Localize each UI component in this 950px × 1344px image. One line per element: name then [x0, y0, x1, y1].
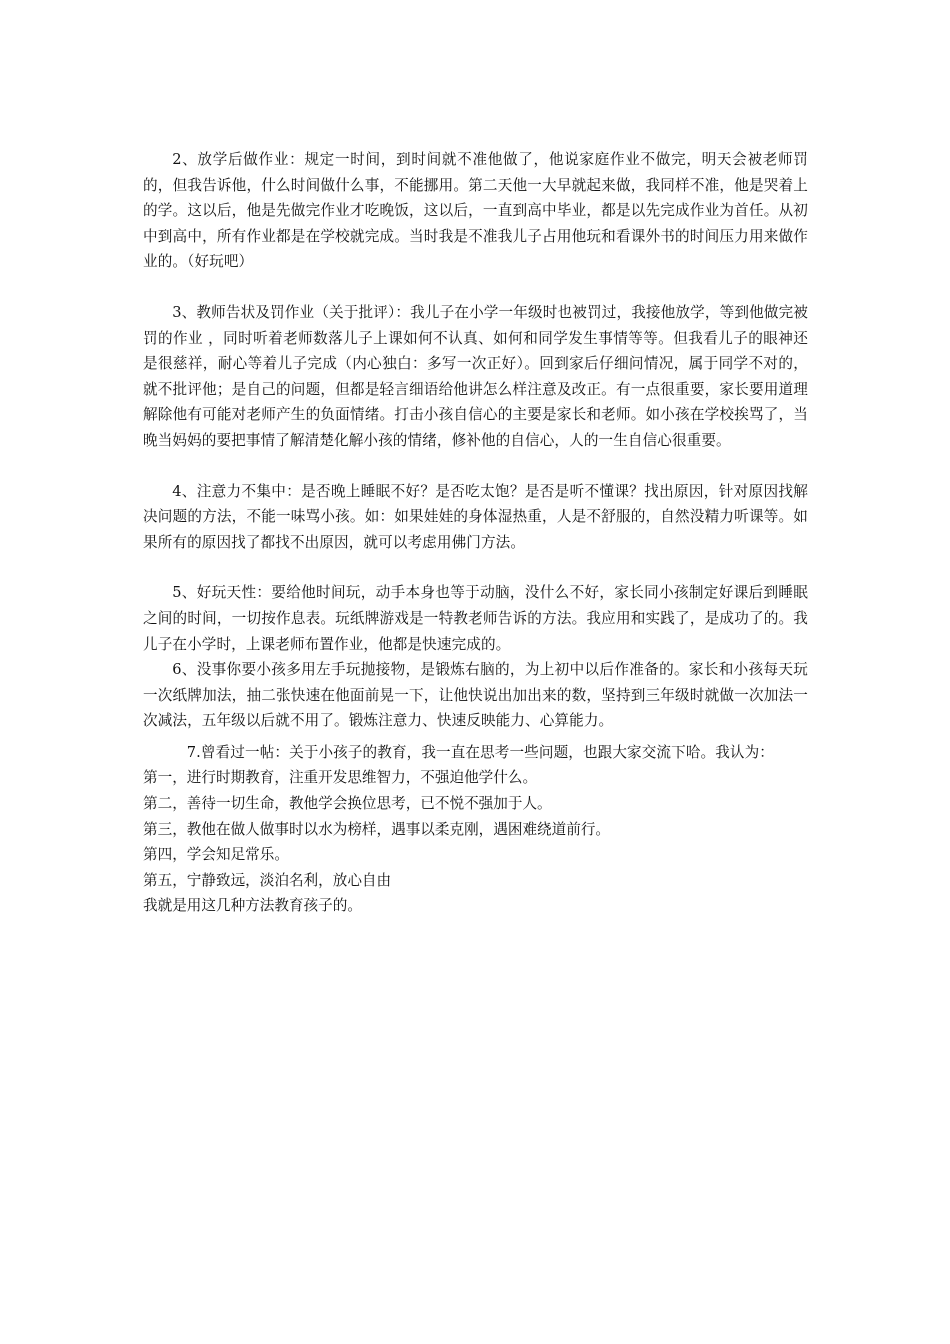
paragraph-gap [143, 454, 808, 479]
paragraph-2-homework: 2、放学后做作业：规定一时间，到时间就不准他做了，他说家庭作业不做完，明天会被老师罚的，但我告诉他，什么时间做什么事，不能挪用。第二天他一大早就起来做，我同样不准，他是哭着上的学。这以后，他是先做完作业才吃晚饭，这以后，一直到高中毕业，都是以先完成作业为首任。从初中到高中，所有作业都是在学校就完成。当时我是不准我儿子占用他玩和看课外书的时间压力用来做作业的。（好玩吧） [143, 151, 808, 271]
paragraph-3-criticism: 3、教师告状及罚作业（关于批评）：我儿子在小学一年级时也被罚过，我接他放学，等到他做完被罚的作业 ，同时听着老师数落儿子上课如何不认真、如何和同学发生事情等等。但我看儿子的眼神还是很慈祥，耐心等着儿子完成（内心独白：多写一次正好）。回到家后仔细问情况，属于同学不对的，就不批评他；是自己的问题，但都是轻言细语给他讲怎么样注意及改正。有一点很重要，家长要用道理解除他有可能对老师产生的负面情绪。打击小孩自信心的主要是家长和老师。如小孩在学校挨骂了，当晚当妈妈的要把事情了解清楚化解小孩的情绪，修补他的自信心，人的一生自信心很重要。 [143, 303, 808, 449]
document-body [143, 147, 808, 919]
paragraph-5-play: 5、好玩天性：要给他时间玩，动手本身也等于动脑，没什么不好，家长同小孩制定好课后到睡眠之间的时间，一切按作息表。玩纸牌游戏是一特教老师告诉的方法。我应用和实践了，是成功了的。我儿子在小学时，上课老师布置作业，他都是快速完成的。 [143, 584, 808, 653]
paragraph-6-left-hand: 6、没事你要小孩多用左手玩抛接物，是锻炼右脑的，为上初中以后作准备的。家长和小孩每天玩一次纸牌加法，抽二张快速在他面前晃一下，让他快说出加出来的数，坚持到三年级时就做一次加法一次减法，五年级以后就不用了。锻炼注意力、快速反映能力、心算能力。 [143, 661, 808, 730]
closing-line: 我就是用这几种方法教育孩子的。 [143, 897, 362, 915]
list-line-2: 第二，善待一切生命，教他学会换位思考，已不悦不强加于人。 [143, 795, 552, 813]
list-line-5: 第五，宁静致远，淡泊名利，放心自由 [143, 871, 392, 889]
list-line-1: 第一，进行时期教育，注重开发思维智力，不强迫他学什么。 [143, 769, 538, 787]
paragraph-4-attention: 4、注意力不集中：是否晚上睡眠不好？是否吃太饱？是否是听不懂课？找出原因，针对原因找解决问题的方法，不能一味骂小孩。如：如果娃娃的身体湿热重，人是不舒服的，自然没精力听课等。如果所有的原因找了都找不出原因，就可以考虑用佛门方法。 [143, 482, 808, 551]
list-line-3: 第三，教他在做人做事时以水为榜样，遇事以柔克刚，遇困难绕道前行。 [143, 820, 611, 838]
paragraph-gap [143, 555, 808, 580]
list-line-4: 第四，学会知足常乐。 [143, 846, 289, 864]
paragraph-gap [143, 275, 808, 300]
paragraph-7-post: 7.曾看过一帖：关于小孩子的教育，我一直在思考一些问题，也跟大家交流下哈。我认为： [186, 743, 774, 761]
